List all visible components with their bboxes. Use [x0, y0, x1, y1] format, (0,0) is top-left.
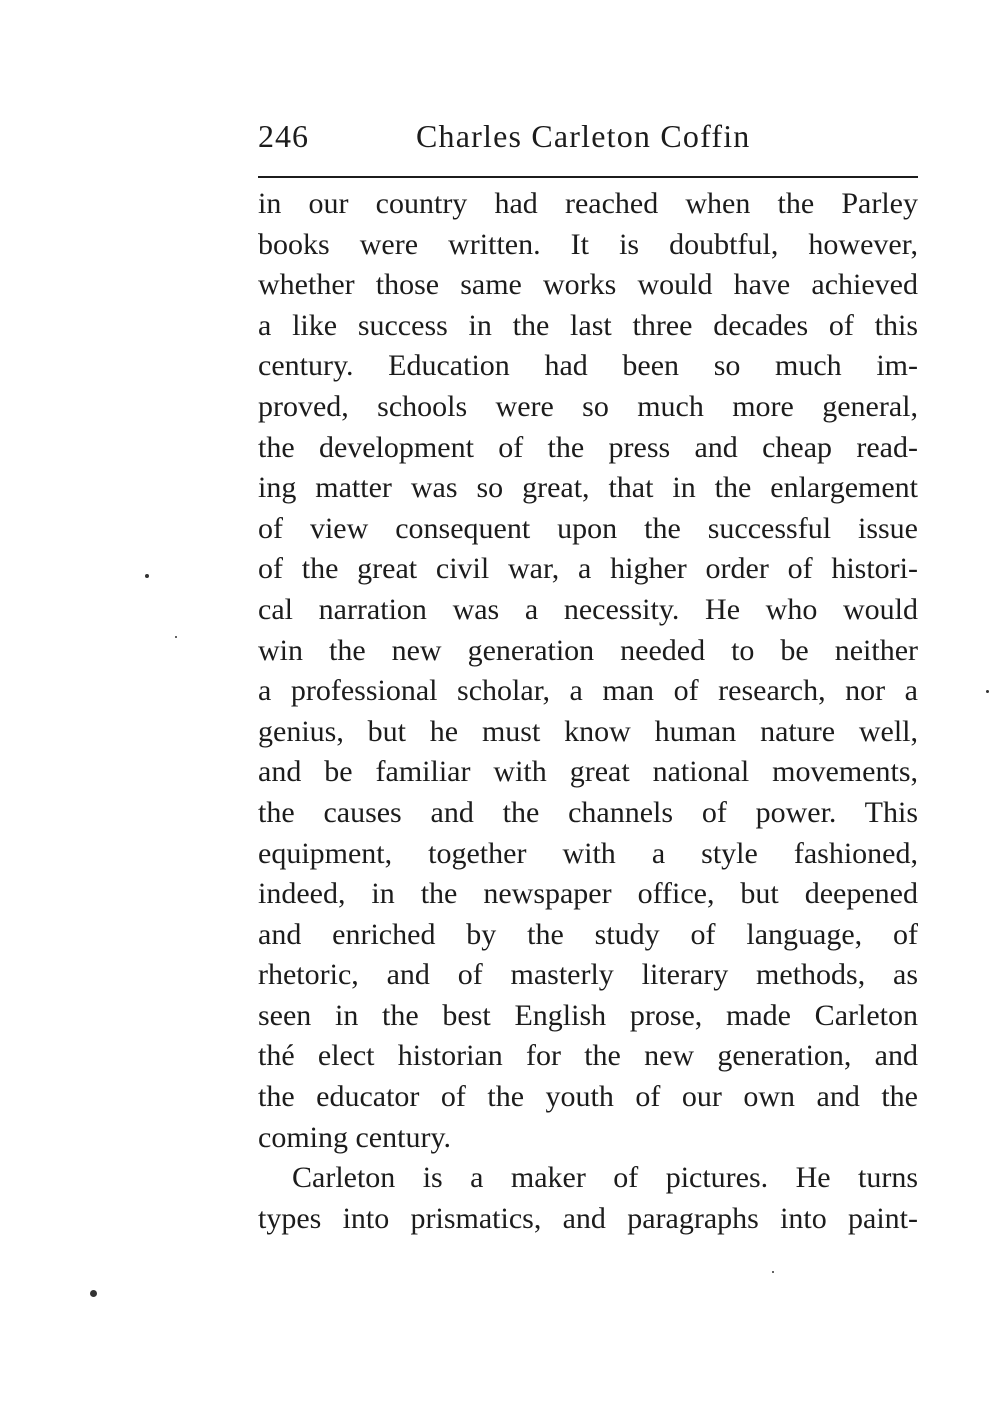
page-header: [258, 112, 918, 172]
text-line: the causes and the channels of power. This: [258, 795, 918, 829]
text-line: types into prismatics, and paragraphs into paint-: [258, 1201, 918, 1235]
scan-speck: [145, 574, 149, 578]
paragraph-end-line: coming century.: [258, 1120, 451, 1154]
text-line: books were written. It is doubtful, however,: [258, 227, 918, 261]
text-line: of view consequent upon the successful issue: [258, 511, 918, 545]
scan-speck: [986, 690, 989, 693]
text-line: a professional scholar, a man of research, nor a: [258, 674, 918, 708]
scan-speck: [90, 1290, 97, 1297]
text-line: equipment, together with a style fashioned,: [258, 836, 918, 870]
text-line: ing matter was so great, that in the enlargement: [258, 471, 918, 505]
text-line: the development of the press and cheap read-: [258, 430, 918, 464]
text-line: a like success in the last three decades of this: [258, 308, 918, 342]
text-line: seen in the best English prose, made Carleton: [258, 998, 918, 1032]
text-line: and be familiar with great national movements,: [258, 755, 918, 789]
scan-speck: [772, 1271, 774, 1273]
text-line: genius, but he must know human nature well,: [258, 714, 918, 748]
scan-speck: [175, 636, 177, 638]
running-title: Charles Carleton Coffin: [416, 118, 751, 154]
paragraph-start-line: Carleton is a maker of pictures. He turns: [292, 1161, 918, 1195]
text-line: thé elect historian for the new generation, and: [258, 1039, 918, 1073]
text-line: cal narration was a necessity. He who would: [258, 592, 918, 626]
text-line: of the great civil war, a higher order of histori-: [258, 552, 918, 586]
text-line: indeed, in the newspaper office, but deepened: [258, 877, 918, 911]
text-line: proved, schools were so much more general,: [258, 389, 918, 423]
text-line: and enriched by the study of language, of: [258, 917, 918, 951]
text-line: rhetoric, and of masterly literary methods, as: [258, 958, 918, 992]
text-line: win the new generation needed to be neither: [258, 633, 918, 667]
page-number: 246: [258, 118, 309, 154]
text-line: the educator of the youth of our own and the: [258, 1080, 918, 1114]
header-rule: [258, 176, 918, 178]
text-line: whether those same works would have achieved: [258, 268, 918, 302]
body-text: [258, 184, 918, 1239]
text-line: century. Education had been so much im-: [258, 349, 918, 383]
text-line: in our country had reached when the Parley: [258, 187, 918, 220]
